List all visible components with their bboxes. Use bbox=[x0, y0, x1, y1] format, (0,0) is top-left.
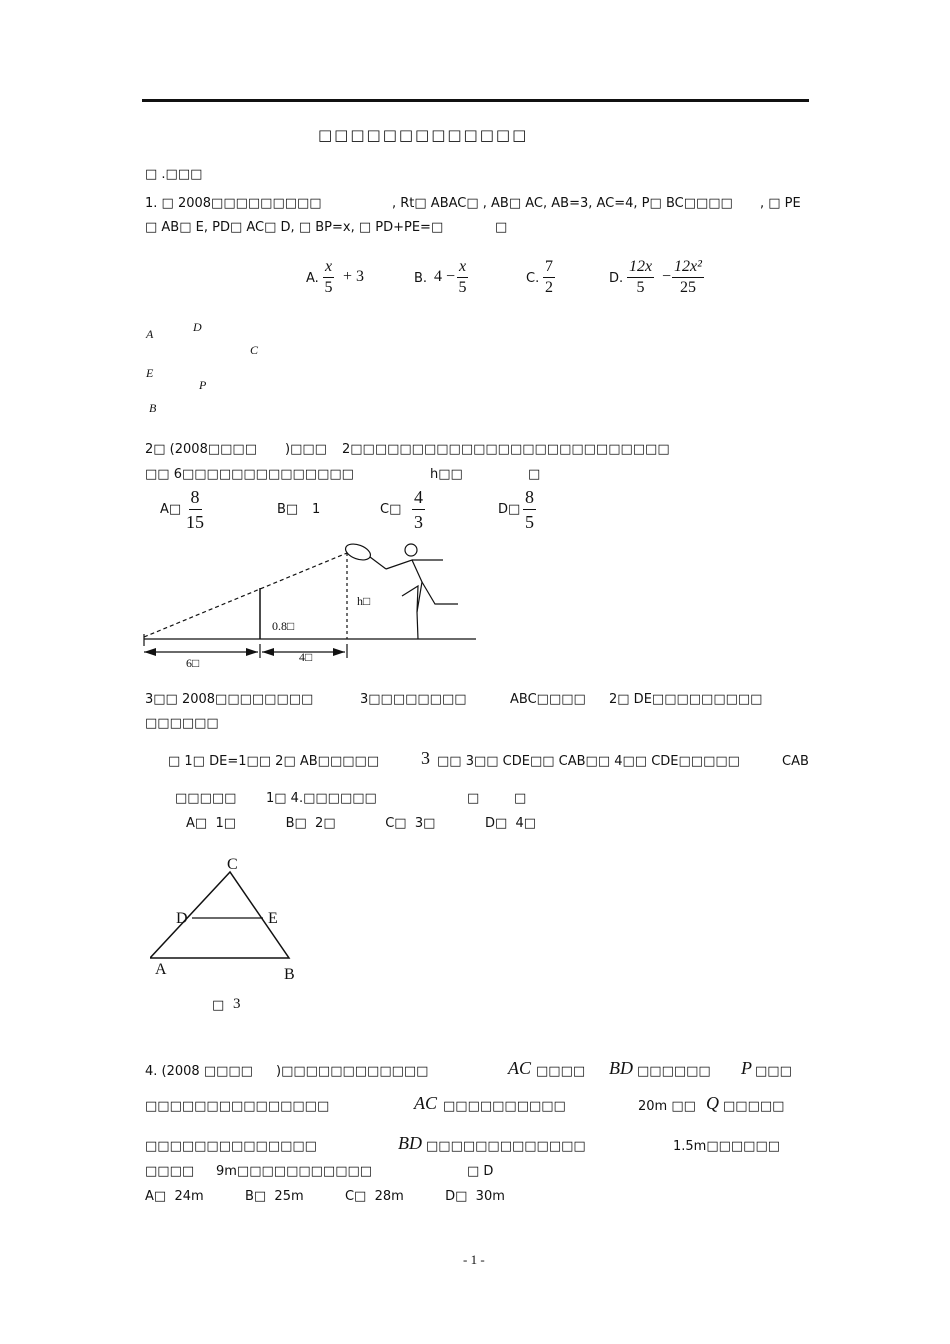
q3-statements-c: CAB bbox=[782, 754, 809, 769]
q2-option-a-denominator: 15 bbox=[186, 512, 204, 532]
q2-option-c-label: C□ bbox=[380, 502, 402, 517]
q1-option-a-label: A. bbox=[306, 271, 319, 286]
q3-point-c-label: C bbox=[227, 856, 238, 873]
q4-line2-d: □□□□□ bbox=[723, 1099, 785, 1114]
q4-line2-b: □□□□□□□□□□ bbox=[443, 1099, 566, 1114]
q4-line4-c: □ D bbox=[467, 1164, 494, 1179]
q4-ac-label-2: AC bbox=[414, 1093, 438, 1113]
q2-option-d-fraction bbox=[523, 486, 536, 533]
q1-point-p-label: P bbox=[199, 378, 207, 392]
q3-triangle-diagram bbox=[150, 860, 310, 970]
q1-option-b-label: B. bbox=[414, 271, 428, 286]
q4-line2-a: □□□□□□□□□□□□□□□ bbox=[145, 1099, 330, 1114]
q2-fig-distance-6-label: 6□ bbox=[186, 656, 200, 670]
q1-line1-c: , □ PE bbox=[760, 196, 801, 211]
q3-line4-d: □ bbox=[514, 791, 527, 806]
q1-option-d-label: D. bbox=[609, 271, 624, 286]
q4-p-label: P bbox=[741, 1058, 752, 1078]
q3-line1-a: 3□□ 2008□□□□□□□□ bbox=[145, 692, 314, 707]
q4-line4-b: 9m□□□□□□□□□□□ bbox=[216, 1164, 373, 1179]
q2-option-d-denominator: 5 bbox=[525, 512, 534, 532]
q3-point-e-label: E bbox=[268, 910, 278, 927]
q4-line1-a: 4. (2008 □□□□ bbox=[145, 1064, 253, 1079]
q2-option-d-label: D□ bbox=[498, 502, 521, 517]
q4-bd-label-2: BD bbox=[398, 1133, 422, 1153]
q1-option-b-fraction bbox=[457, 258, 468, 297]
q3-line2: □□□□□□ bbox=[145, 716, 219, 731]
q2-line2-c: □ bbox=[528, 467, 541, 482]
q1-point-b-label: B bbox=[149, 401, 157, 415]
q4-line1-c: □□□□ bbox=[536, 1064, 586, 1079]
section-heading: □ .□□□ bbox=[145, 167, 203, 182]
q4-q-label: Q bbox=[706, 1093, 719, 1113]
q4-ac-label: AC bbox=[508, 1058, 532, 1078]
q1-option-d-fraction-2 bbox=[672, 258, 704, 297]
q2-option-c-fraction bbox=[412, 486, 425, 533]
q1-option-d-numerator-1: 12x bbox=[627, 258, 654, 278]
q2-option-a-fraction bbox=[186, 486, 204, 533]
q4-line3-a: □□□□□□□□□□□□□□ bbox=[145, 1139, 317, 1154]
q1-option-a-tail: + 3 bbox=[343, 268, 365, 285]
q3-statements-a: □ 1□ DE=1□□ 2□ AB□□□□□ bbox=[168, 754, 380, 769]
q1-option-a-fraction bbox=[323, 258, 334, 297]
q1-line2-end: □ bbox=[495, 220, 508, 235]
q2-option-b-label: B□ bbox=[277, 502, 299, 517]
q1-option-d-denominator-2: 25 bbox=[679, 279, 696, 296]
q1-option-c-label: C. bbox=[526, 271, 540, 286]
q1-option-d-numerator-2: 12x² bbox=[672, 258, 704, 278]
q2-option-c-numerator: 4 bbox=[412, 486, 425, 510]
q4-line1-e: □□□ bbox=[755, 1064, 792, 1079]
q3-figure-caption-a: □ bbox=[212, 998, 225, 1013]
q1-line2: □ AB□ E, PD□ AC□ D, □ BP=x, □ PD+PE=□ bbox=[145, 220, 444, 235]
q2-fig-net-height-label: 0.8□ bbox=[272, 619, 295, 633]
q2-line1-a: 2□ (2008□□□□ bbox=[145, 442, 257, 457]
page-number: - 1 - bbox=[463, 1252, 485, 1267]
q2-line2-b: h□□ bbox=[430, 467, 463, 482]
q2-option-a-label: A□ bbox=[160, 502, 182, 517]
q1-option-c-fraction bbox=[543, 258, 555, 297]
q1-option-b-denominator: 5 bbox=[458, 279, 467, 296]
q1-point-a-label: A bbox=[146, 327, 154, 341]
q3-line4-c: □ bbox=[467, 791, 480, 806]
q3-point-a-label: A bbox=[155, 961, 167, 978]
q2-line1-c: 2□□□□□□□□□□□□□□□□□□□□□□□□□□ bbox=[342, 442, 670, 457]
q3-point-b-label: B bbox=[284, 966, 295, 983]
q4-line1-b: )□□□□□□□□□□□□ bbox=[276, 1064, 429, 1079]
q1-line1-b: , Rt□ ABAC□ , AB□ AC, AB=3, AC=4, P□ BC□□□□ bbox=[392, 196, 733, 211]
q1-point-d-label: D bbox=[193, 320, 202, 334]
q1-option-a-numerator: x bbox=[323, 258, 334, 278]
q3-statements-sqrt3: 3 bbox=[421, 748, 430, 768]
q3-statements-b: □□ 3□□ CDE□□ CAB□□ 4□□ CDE□□□□□ bbox=[437, 754, 740, 769]
q3-line4-a: □□□□□ bbox=[175, 791, 237, 806]
q3-line1-c: ABC□□□□ bbox=[510, 692, 586, 707]
q3-figure-caption-b: 3 bbox=[233, 996, 241, 1012]
page-title: □□□□□□□□□□□□□ bbox=[318, 126, 529, 144]
q2-option-c-denominator: 3 bbox=[414, 512, 423, 532]
q3-line4-b: 1□ 4.□□□□□□ bbox=[266, 791, 377, 806]
q1-option-d-minus: − bbox=[662, 268, 672, 285]
q1-option-b-numerator: x bbox=[457, 258, 468, 278]
q2-option-b-value: 1 bbox=[312, 502, 321, 517]
q4-options: A□ 24m B□ 25m C□ 28m D□ 30m bbox=[145, 1189, 505, 1204]
q3-options: A□ 1□ B□ 2□ C□ 3□ D□ 4□ bbox=[186, 816, 537, 831]
q2-line1-b: )□□□ bbox=[285, 442, 327, 457]
q1-option-c-numerator: 7 bbox=[543, 258, 555, 278]
q3-line1-d: 2□ DE□□□□□□□□□ bbox=[609, 692, 763, 707]
q4-line3-b: □□□□□□□□□□□□□ bbox=[426, 1139, 586, 1154]
header-rule bbox=[142, 99, 809, 102]
q1-line1-a: 1. □ 2008□□□□□□□□□ bbox=[145, 196, 322, 211]
q1-option-b-head: 4 − bbox=[434, 268, 456, 285]
q2-option-d-numerator: 8 bbox=[523, 486, 536, 510]
q4-line2-c: 20m □□ bbox=[638, 1099, 696, 1114]
q2-line2-a: □□ 6□□□□□□□□□□□□□□ bbox=[145, 467, 354, 482]
q2-fig-height-label: h□ bbox=[357, 594, 371, 608]
q3-point-d-label: D bbox=[176, 910, 188, 927]
q4-bd-label: BD bbox=[609, 1058, 633, 1078]
q1-option-d-denominator-1: 5 bbox=[636, 279, 645, 296]
q2-fig-distance-4-label: 4□ bbox=[299, 650, 313, 664]
q1-option-d-fraction-1 bbox=[627, 258, 654, 297]
q1-option-c-denominator: 2 bbox=[545, 279, 553, 296]
q3-line1-b: 3□□□□□□□□ bbox=[360, 692, 467, 707]
q2-option-a-numerator: 8 bbox=[189, 486, 202, 510]
q4-line3-c: 1.5m□□□□□□ bbox=[673, 1139, 781, 1154]
q4-line4-a: □□□□ bbox=[145, 1164, 195, 1179]
q4-line1-d: □□□□□□ bbox=[637, 1064, 711, 1079]
q1-point-c-label: C bbox=[250, 343, 259, 357]
q1-point-e-label: E bbox=[146, 366, 154, 380]
q1-option-a-denominator: 5 bbox=[324, 279, 333, 296]
